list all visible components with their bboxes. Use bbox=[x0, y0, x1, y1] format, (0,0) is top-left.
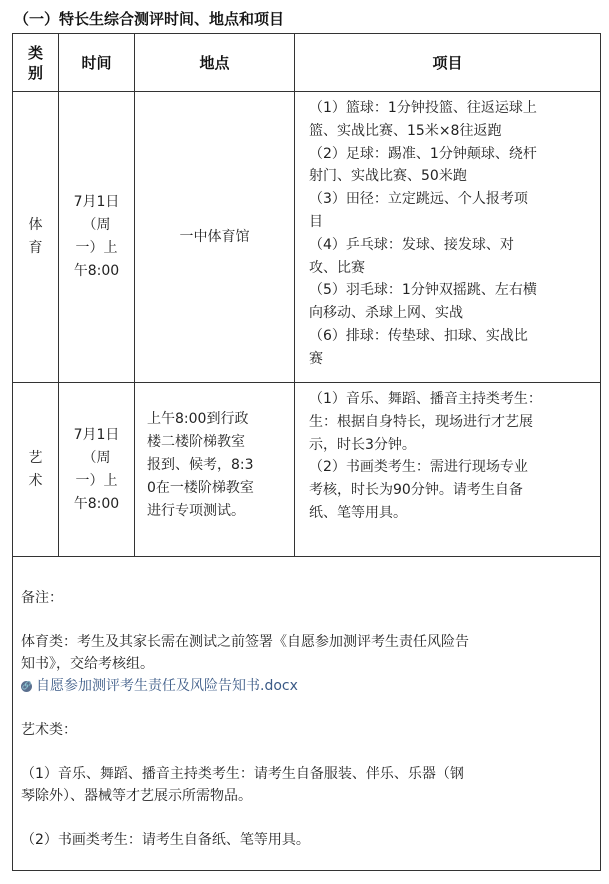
header-items: 项目 bbox=[432, 54, 463, 72]
sports-item-line: （6）排球：传垫球、扣球、实战比 bbox=[309, 327, 528, 344]
row-sports-time-line: （周 bbox=[82, 217, 111, 233]
row-arts-category-char-2: 术 bbox=[28, 472, 43, 489]
sports-item-line: （2）足球：踢准、1分钟颠球、绕杆 bbox=[309, 145, 537, 162]
notes-arts-line: （2）书画类考生：请考生自备纸、笔等用具。 bbox=[21, 832, 310, 848]
sports-item-line: 向移动、杀球上网、实战 bbox=[309, 305, 463, 322]
row-sports-category-char-1: 体 bbox=[28, 217, 43, 233]
notes-sports-line: 体育类：考生及其家长需在测试之前签署《自愿参加测评考生责任风险告 bbox=[21, 634, 469, 650]
sports-item-line: （3）田径：立定跳远、个人报考项 bbox=[309, 191, 528, 208]
header-time: 时间 bbox=[81, 54, 112, 72]
header-category bbox=[13, 34, 58, 91]
row-arts-category-char-1: 艺 bbox=[28, 449, 43, 466]
arts-location-line: 0在一楼阶梯教室 bbox=[147, 480, 254, 496]
row-sports-location: 一中体育馆 bbox=[179, 228, 250, 245]
row-arts-time-line: 午8:00 bbox=[73, 495, 120, 512]
row-arts-time-line: 7月1日 bbox=[73, 426, 120, 443]
row-sports-category bbox=[13, 92, 58, 382]
row-arts-time bbox=[59, 383, 134, 556]
notes-arts-line: 琴除外）、器械等才艺展示所需物品。 bbox=[21, 788, 252, 804]
arts-location-line: 进行专项测试。 bbox=[147, 503, 245, 519]
arts-item-line: （1）音乐、舞蹈、播音主持类考生： bbox=[309, 391, 542, 407]
row-sports-time-line: 一）上 bbox=[75, 240, 118, 256]
notes-arts-label: 艺术类： bbox=[21, 722, 77, 738]
schedule-table bbox=[12, 33, 601, 871]
sports-item-line: 目 bbox=[309, 213, 323, 230]
row-arts-category bbox=[13, 383, 58, 556]
row-arts-time-line: 一）上 bbox=[75, 472, 118, 489]
header-location: 地点 bbox=[199, 54, 230, 72]
arts-location-line: 楼二楼阶梯教室 bbox=[147, 434, 245, 450]
attachment-filename[interactable]: 自愿参加测评考生责任及风险告知书.docx bbox=[36, 678, 298, 694]
attachment-link[interactable] bbox=[21, 675, 593, 697]
row-sports-time-line: 午8:00 bbox=[73, 263, 120, 279]
notes-arts-line: （1）音乐、舞蹈、播音主持类考生：请考生自备服装、伴乐、乐器（钢 bbox=[21, 766, 464, 782]
sports-item-line: （4）乒乓球：发球、接发球、对 bbox=[309, 236, 514, 253]
row-arts-location bbox=[147, 408, 289, 548]
sports-item-line: 赛 bbox=[309, 350, 323, 367]
row-arts-items bbox=[309, 388, 599, 548]
notes-section bbox=[21, 587, 593, 867]
arts-item-line: 示，时长3分钟。 bbox=[309, 436, 416, 453]
arts-item-line: 纸、笔等用具。 bbox=[309, 504, 407, 521]
sports-item-line: 篮、实战比赛、15米×8往返跑 bbox=[309, 122, 502, 139]
sports-item-line: （1）篮球：1分钟投篮、往返运球上 bbox=[309, 100, 537, 116]
sports-item-line: 攻、比赛 bbox=[309, 259, 365, 276]
attachment-icon: 🔗 bbox=[21, 681, 32, 690]
notes-label: 备注： bbox=[21, 590, 63, 606]
arts-item-line: 考核，时长为90分钟。请考生自备 bbox=[309, 482, 523, 499]
notes-sports-line: 知书》，交给考核组。 bbox=[21, 656, 154, 672]
arts-item-line: 生：根据自身特长，现场进行才艺展 bbox=[309, 413, 533, 430]
sports-item-line: 射门、实战比赛、50米跑 bbox=[309, 168, 467, 185]
arts-item-line: （2）书画类考生：需进行现场专业 bbox=[309, 459, 528, 476]
row-sports-time bbox=[59, 92, 134, 382]
row-sports-time-line: 7月1日 bbox=[73, 194, 120, 210]
header-category-char-1: 类 bbox=[27, 43, 43, 62]
sports-item-line: （5）羽毛球：1分钟双摇跳、左右横 bbox=[309, 282, 537, 299]
section-title: （一）特长生综合测评时间、地点和项目 bbox=[14, 10, 285, 28]
row-sports-category-char-2: 育 bbox=[28, 240, 43, 256]
header-category-char-2: 别 bbox=[27, 63, 43, 82]
row-sports-items bbox=[309, 97, 599, 379]
arts-location-line: 上午8:00到行政 bbox=[147, 411, 249, 427]
arts-location-line: 报到、候考，8:3 bbox=[147, 457, 254, 473]
row-arts-time-line: （周 bbox=[82, 449, 111, 466]
